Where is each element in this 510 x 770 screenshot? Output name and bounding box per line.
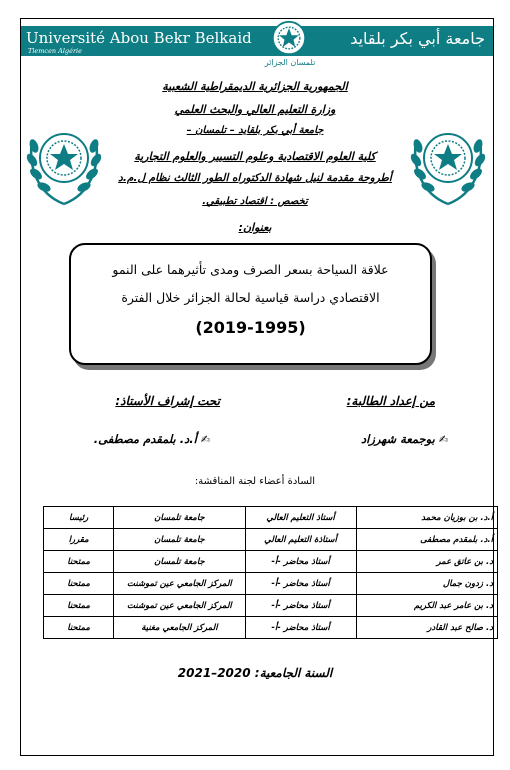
specialty-line: تخصص : اقتصاد تطبيقي. [202,196,308,207]
thesis-title-line1: علاقة السياحة بسعر الصرف ومدى تأثيرهما على النمو [112,262,389,277]
member-institution: المركز الجامعي مغنية [114,617,245,639]
member-institution: جامعة تلمسان [114,551,245,573]
table-row [44,617,498,639]
entitled-line: بعنوان: [238,221,272,234]
member-institution: المركز الجامعي عين تموشنت [114,573,245,595]
table-row [44,507,498,529]
member-rank: أستاذة التعليم العالي [245,529,356,551]
student-name: بوجمعة شهرزاد [361,432,435,446]
member-role: ممتحنا [44,595,114,617]
pen-icon: ✍ [200,433,210,446]
member-name: أ.د. بلمقدم مصطفى [356,529,497,551]
member-role: ممتحنا [44,617,114,639]
committee-title: السادة أعضاء لجنة المناقشة: [194,476,316,487]
member-name: د. زدون جمال [356,573,497,595]
member-name: د. صالح عبد القادر [356,617,497,639]
faculty-line: كلية العلوم الاقتصادية وعلوم التسيير والعلوم التجارية [134,150,376,163]
member-rank: أستاذ محاضر -أ- [245,573,356,595]
university-logo-icon [271,20,307,56]
member-name: أ.د. بن بوزيان محمد [356,507,497,529]
supervised-by-label: تحت إشراف الأستاذ: [115,394,220,408]
member-name: د. بن عاتق عمر [356,551,497,573]
university-line: جامعة أبي بكر بلقايد – تلمسان – [186,125,324,136]
member-role: مقررا [44,529,114,551]
member-role: ممتحنا [44,573,114,595]
thesis-title-period: (2019-1995) [195,318,306,337]
member-rank: أستاذ محاضر -أ- [245,595,356,617]
ministry-line: وزارة التعليم العالي والبحث العلمي [174,103,336,116]
academic-year: السنة الجامعية: 2020–2021 [177,666,333,680]
table-row [44,529,498,551]
table-row [44,573,498,595]
prepared-by-label: من إعداد الطالبة: [346,394,435,408]
member-role: ممتحنا [44,551,114,573]
member-rank: أستاذ محاضر -أ- [245,617,356,639]
member-institution: المركز الجامعي عين تموشنت [114,595,245,617]
university-name-ar: جامعة أبي بكر بلقايد [350,29,485,48]
university-name-fr: Université Abou Bekr Belkaid [26,29,252,47]
thesis-title-line2: الاقتصادي دراسة قياسية لحالة الجزائر خلال الفترة [121,290,380,305]
committee-table [43,506,498,639]
supervisor-name-row [94,432,210,446]
republic-line: الجمهورية الجزائرية الديمقراطية الشعبية [162,80,348,93]
member-institution: جامعة تلمسان [114,507,245,529]
member-rank: أستاذ التعليم العالي [245,507,356,529]
student-name-row [361,432,448,446]
university-location-fr: Tlemcen Algérie [28,47,82,55]
member-institution: جامعة تلمسان [114,529,245,551]
member-rank: أستاذ محاضر -أ- [245,551,356,573]
pen-icon: ✍ [438,433,448,446]
supervisor-name: أ.د. بلمقدم مصطفى. [93,432,197,446]
thesis-line: أطروحة مقدمة لنيل شهادة الدكتوراه الطور الثالث نظام ل.م.د [118,172,392,184]
member-role: رئيسا [44,507,114,529]
member-name: د. بن عامر عبد الكريم [356,595,497,617]
table-row [44,595,498,617]
logo-caption: تلمسان الجزائر [264,58,316,67]
table-row [44,551,498,573]
